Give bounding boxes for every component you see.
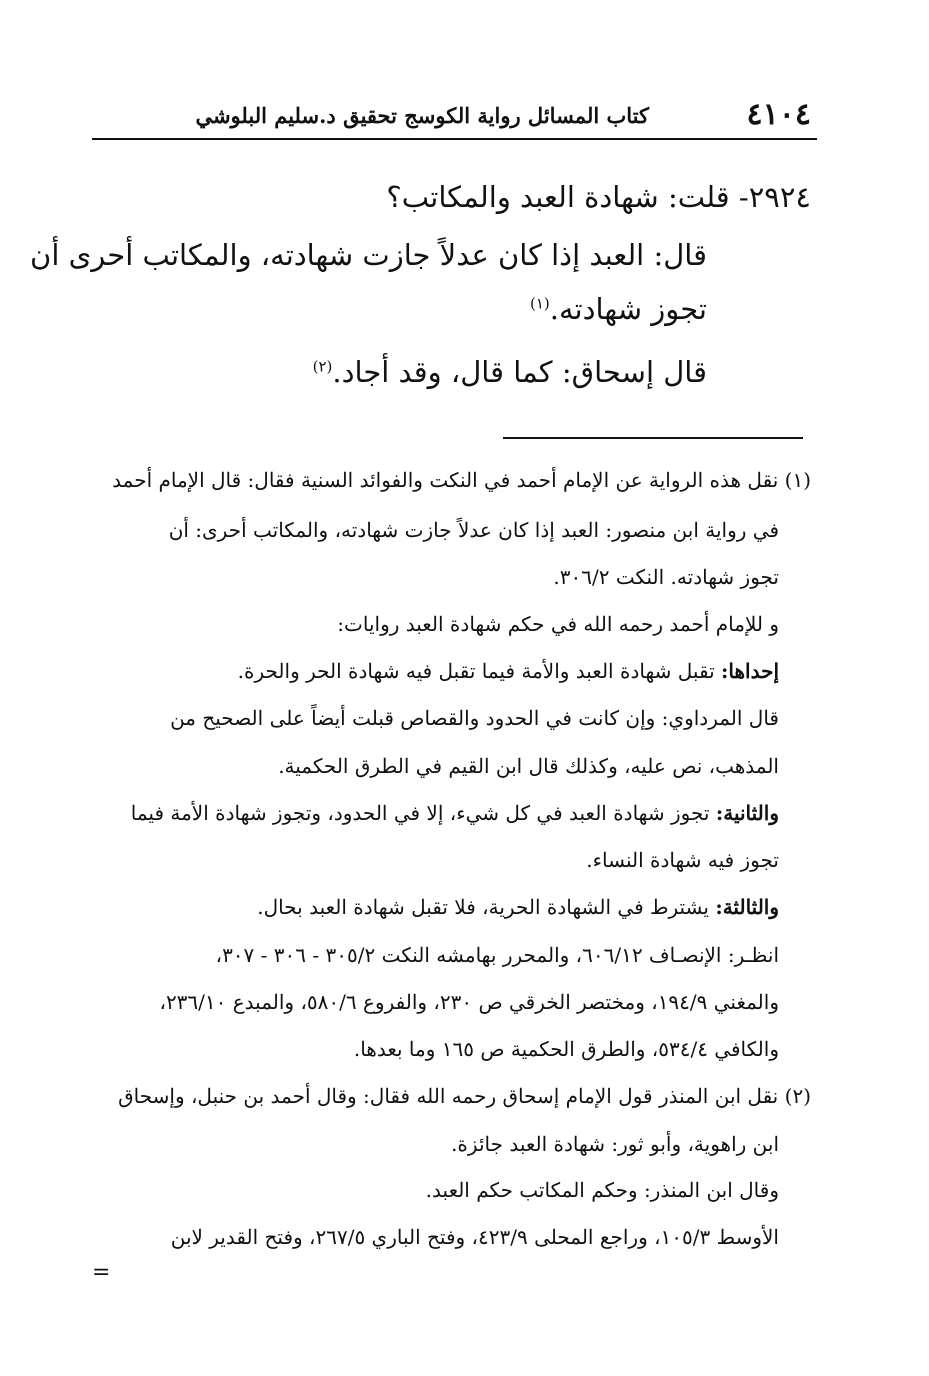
footnote-1-text: نقل هذه الرواية عن الإمام أحمد في النكت والفوائد السنية فقال: قال الإمام أحمد: [112, 468, 779, 492]
answer-text: تجوز شهادته.: [549, 292, 707, 326]
footnote-separator: [503, 437, 803, 439]
footnote-1-line-1: [112, 468, 811, 492]
footnote-1-line-4: و للإمام أحمد رحمه الله في حكم شهادة العبد روايات:: [337, 612, 779, 636]
footnote-2-marker: (٢): [784, 1084, 811, 1108]
page-number: ٤١٠٤: [746, 97, 811, 132]
footnote-2-text: نقل ابن المنذر قول الإمام إسحاق رحمه الله فقال: وقال أحمد بن حنبل، وإسحاق: [118, 1084, 779, 1108]
second-text: تجوز شهادة العبد في كل شيء، إلا في الحدود، وتجوز شهادة الأمة فيما: [130, 801, 716, 825]
header-rule: [92, 138, 817, 140]
label-third: والثالثة:: [715, 895, 779, 919]
question-2924: ٢٩٢٤- قلت: شهادة العبد والمكاتب؟: [386, 180, 811, 214]
footnote-1-line-5: [238, 659, 779, 683]
answer-line-1: قال: العبد إذا كان عدلاً جازت شهادته، والمكاتب أحرى أن: [30, 238, 707, 272]
label-first: إحداها:: [721, 659, 779, 683]
footnote-1-line-7: المذهب، نص عليه، وكذلك قال ابن القيم في الطرق الحكمية.: [278, 754, 779, 778]
footnote-1-line-10: [257, 895, 779, 919]
footnote-1-line-6: قال المرداوي: وإن كانت في الحدود والقصاص قبلت أيضاً على الصحيح من: [170, 706, 779, 730]
third-text: يشترط في الشهادة الحرية، فلا تقبل شهادة العبد بحال.: [257, 895, 716, 919]
label-second: والثانية:: [715, 801, 779, 825]
footnote-1-line-8: [131, 801, 779, 825]
running-header-title: كتاب المسائل رواية الكوسج تحقيق د.سليم البلوشي: [195, 103, 649, 128]
footnote-1-line-3: تجوز شهادته. النكت ٣٠٦/٢.: [553, 565, 779, 589]
footnote-1-line-12: والمغني ١٩٤/٩، ومختصر الخرقي ص ٢٣٠، والفروع ٥٨٠/٦، والمبدع ٢٣٦/١٠،: [159, 990, 779, 1014]
footnote-ref-1: (١): [529, 294, 550, 313]
footnote-1-line-2: في رواية ابن منصور: العبد إذا كان عدلاً جازت شهادته، والمكاتب أحرى: أن: [168, 518, 779, 542]
footnote-1-line-9: تجوز فيه شهادة النساء.: [586, 848, 779, 872]
footnote-ref-2: (٢): [312, 357, 333, 376]
footnote-1-line-13: والكافي ٥٣٤/٤، والطرق الحكمية ص ١٦٥ وما بعدها.: [353, 1037, 779, 1061]
footnote-2-line-2: ابن راهوية، وأبو ثور: شهادة العبد جائزة.: [451, 1132, 779, 1156]
footnote-1-line-11: انظـر: الإنصـاف ٦٠٦/١٢، والمحرر بهامشه النكت ٣٠٥/٢ - ٣٠٦ - ٣٠٧،: [215, 943, 779, 967]
first-text: تقبل شهادة العبد والأمة فيما تقبل فيه شهادة الحر والحرة.: [237, 659, 721, 683]
footnote-1-marker: (١): [784, 468, 811, 492]
footnote-2-line-1: [118, 1084, 811, 1108]
footnote-2-line-3: وقال ابن المنذر: وحكم المكاتب حكم العبد.: [425, 1178, 779, 1202]
ishaq-line: [313, 355, 707, 390]
ishaq-text: قال إسحاق: كما قال، وقد أجاد.: [332, 355, 707, 389]
continuation-mark: =: [92, 1260, 111, 1285]
answer-line-2: [530, 292, 707, 327]
footnote-2-line-4: الأوسط ١٠٥/٣، وراجع المحلى ٤٢٣/٩، وفتح الباري ٢٦٧/٥، وفتح القدير لابن: [170, 1225, 779, 1249]
